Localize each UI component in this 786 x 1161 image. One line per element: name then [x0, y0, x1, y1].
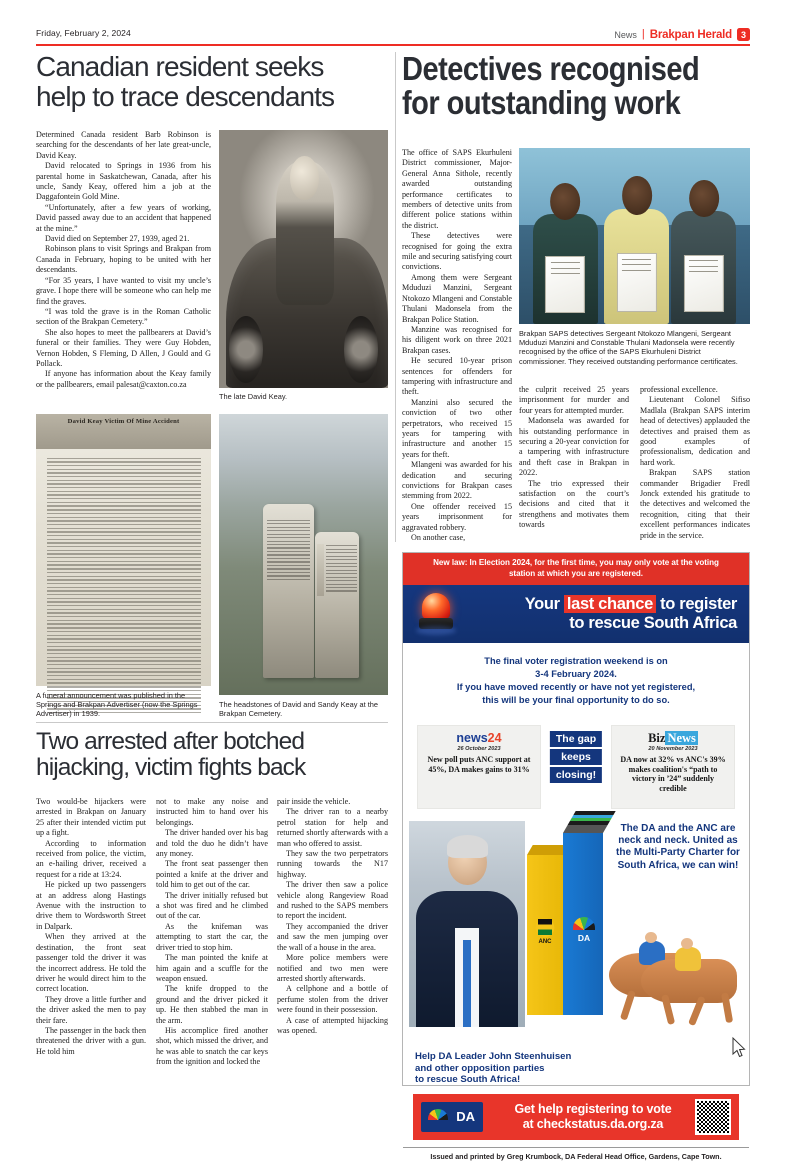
biznews-quote: DA now at 32% vs ANC's 39% makes coalition's “path to victory in ’24” suddenly credible — [620, 755, 726, 793]
certificate-1 — [545, 256, 585, 312]
photo-david-keay — [219, 130, 388, 388]
da-logo-icon — [571, 917, 597, 943]
column-divider-main — [395, 52, 396, 542]
page-number-badge: 3 — [737, 28, 750, 41]
article-canadian-resident — [36, 52, 388, 112]
ad-headline-line2: to rescue South Africa — [569, 614, 737, 632]
masthead-publication: Brakpan Herald — [649, 28, 732, 41]
mouse-cursor — [733, 1038, 747, 1058]
party-bar-graphic — [527, 825, 605, 1015]
caption-detectives: Brakpan SAPS detectives Sergeant Ntokozo Mlangeni, Sergeant Mduduzi Manzini and Constable Thulani Madonsela were recently recognised by the office of the SAPS Ekurhuleni District commissioner. They received outstanding performance certificates. — [519, 329, 738, 366]
racing-horses-illustration — [603, 927, 751, 1015]
ad-headline-block — [403, 585, 749, 643]
qr-code-icon[interactable] — [695, 1099, 731, 1135]
ad-headline-highlight: last chance — [564, 595, 656, 613]
news24-quote: New poll puts ANC support at 45%, DA makes gains to 31% — [427, 755, 531, 774]
headline-detectives: Detectives recognised for outstanding work — [402, 50, 700, 121]
photo-john-steenhuisen — [409, 821, 525, 1027]
headstones-content — [219, 414, 388, 695]
anc-flag-icon — [538, 919, 552, 935]
headline-canadian-resident: Canadian resident seeks help to trace descendants — [36, 51, 335, 112]
ad-sub-line4-pre: this will be your — [482, 695, 556, 705]
da-logo-cta-icon — [421, 1102, 483, 1132]
ad-help-line3: to rescue South Africa! — [415, 1074, 521, 1086]
jockey-gold-head — [681, 938, 693, 949]
jockey-gold — [675, 947, 701, 971]
ad-sub-line4 — [421, 694, 731, 707]
jockey-blue-head — [645, 932, 657, 943]
ad-sub-line4-post: opportunity to do so. — [574, 695, 670, 705]
ad-headline-line1 — [461, 595, 737, 614]
notice-body-lines — [47, 458, 201, 681]
ad-subtext — [403, 643, 749, 717]
headstone-david — [263, 504, 314, 678]
ad-call-to-action[interactable] — [413, 1094, 739, 1140]
detective-2-head — [622, 176, 652, 214]
ad-sub-line3: If you have moved recently or have not yet registered, — [456, 682, 696, 692]
article-detectives-col2: the culprit received 25 years imprisonment for murder and four years for attempted murder. Madonsela was awarded for his outstanding performance in securing a 20-year conviction for a tampering with infrastructure and theft case in Brakpan in 2022. The trio expressed their satisfaction on the court’s decisions and cited that it strengthens and motivates them towards — [519, 385, 629, 530]
ad-sub-line1: The final voter registration weekend is on — [484, 656, 668, 666]
ad-sub-line4-bold: final — [555, 695, 575, 705]
siren-light-icon — [419, 593, 453, 635]
gap-badge-line2: keeps — [550, 749, 602, 765]
ad-help-line1: Help DA Leader John Steenhuisen — [415, 1051, 572, 1062]
anc-logo-label: ANC — [538, 939, 552, 945]
masthead-date: Friday, February 2, 2024 — [36, 28, 131, 38]
news24-logo — [417, 732, 541, 745]
anc-logo-icon — [530, 917, 560, 945]
da-logo-cta-label: DA — [456, 1108, 475, 1124]
ad-middle-block — [403, 815, 749, 1047]
masthead-divider: | — [641, 28, 645, 40]
da-bar-top — [563, 811, 616, 833]
article-hijacking — [36, 729, 392, 781]
gap-closing-badge — [550, 731, 602, 785]
ad-headline-pre: Your — [524, 595, 564, 613]
siren-glow — [416, 626, 456, 635]
certificate-3 — [684, 255, 724, 313]
ad-help-text — [403, 1047, 749, 1086]
ad-neck-and-neck-text: The DA and the ANC are neck and neck. United as the Multi-Party Charter for South Africa, we can win! — [616, 823, 740, 871]
detective-1-head — [550, 183, 580, 220]
steenhuisen-tie — [463, 940, 471, 1027]
notice-title: David Keay Victim Of Mine Accident — [67, 418, 180, 426]
ad-headline — [461, 595, 749, 633]
headstone-inscription-a — [267, 520, 310, 659]
photo-david-keay-content — [219, 130, 388, 388]
headstone-cross-icon — [317, 544, 324, 597]
qr-code-pattern — [697, 1101, 729, 1133]
ad-new-law-banner: New law: In Election 2024, for the first time, you may only vote at the voting station at which you are registered. — [403, 553, 749, 585]
da-advertisement[interactable] — [402, 552, 750, 1161]
article-detectives-col3: professional excellence. Lieutenant Colonel Sifiso Madlala (Brakpan SAPS interim head of detectives) applauded the detectives and praised them as good examples of professionalism, dedication and hard work. Brakpan SAPS station commander Brigadier Fredl Jonck extended his gratitude to the detectives and welcomed the recognition, citing that their excellent performances indicates pride in the service. — [640, 385, 750, 540]
headstone-inscription-b — [326, 545, 357, 662]
ad-cta-line2: at checkstatus.da.org.za — [522, 1116, 664, 1131]
da-sun-cta-icon — [428, 1109, 448, 1120]
poll-card-news24 — [417, 725, 541, 809]
photo-detectives — [519, 148, 750, 324]
siren-dome — [422, 593, 450, 619]
news24-date: 26 October 2023 — [457, 746, 501, 752]
da-sun-icon — [573, 917, 595, 930]
detectives-photo-content — [519, 148, 750, 324]
car-wheel-right — [344, 316, 378, 383]
detective-3-head — [689, 180, 719, 218]
article-hijacking-col1: Two would-be hijackers were arrested in Brakpan on January 25 after their intended victim put up a fight. According to information received from police, the victim, an e-hailing driver, received a request for a ride at 13:24. He picked up two passengers at an address along Hastings Avenue with the instruction to drive them to Wordsworth Street in Dalpark. When they arrived at the destination, the front seat passenger told the driver it was the incorrect address. He told the driver he would direct him to the correct location. They drove a little further and the driver asked the men to pay their fare. The passenger in the back then threatened the driver with a gun. He told him — [36, 797, 146, 1056]
poll-card-biznews — [611, 725, 735, 809]
car-wheel-left — [229, 316, 263, 383]
caption-david-keay: The late David Keay. — [219, 392, 288, 401]
ad-headline-post: to register — [655, 595, 737, 613]
gap-badge-line3: closing! — [550, 767, 602, 783]
article-separator — [36, 722, 388, 723]
masthead — [36, 28, 750, 50]
steenhuisen-hair — [447, 835, 488, 858]
gap-badge-line1: The gap — [550, 731, 602, 747]
article-detectives — [402, 52, 758, 119]
ad-help-line2: and other opposition parties — [415, 1062, 545, 1074]
masthead-rule — [36, 44, 750, 46]
article-hijacking-col2: not to make any noise and instructed him to hand over his belongings. The driver handed over his bag and told the duo he didn’t have any money. The front seat passenger then pointed a knife at the driver and told him to get out of the car. The driver initially refused but a shot was fired and he climbed out of the car. As the knifeman was attempting to start the car, the driver tried to stop him. The man pointed the knife at him again and a scuffle for the weapon ensued. The knife dropped to the ground and the driver picked it up. He then stabbed the man in the arm. His accomplice fired another shot, which missed the driver, and he was able to snatch the car keys from the ignition and locked the — [156, 797, 268, 1067]
biznews-logo-biz: Biz — [648, 731, 666, 745]
photo-headstones — [219, 414, 388, 695]
biznews-logo-news: News — [667, 731, 696, 745]
headline-hijacking: Two arrested after botched hijacking, victim fights back — [36, 728, 306, 782]
ad-footer-imprint: Issued and printed by Greg Krumbock, DA Federal Head Office, Gardens, Cape Town. — [403, 1147, 749, 1161]
caption-funeral-notice: A funeral announcement was published in the Springs and Brakpan Advertiser (now the Springs Advertiser) in 1939. — [36, 691, 198, 719]
man-head — [290, 156, 319, 200]
masthead-section: News — [614, 29, 637, 40]
horse-leg-1 — [620, 990, 636, 1021]
news24-logo-news: news — [456, 731, 488, 745]
news24-logo-24: 24 — [487, 731, 502, 745]
biznews-logo — [611, 732, 735, 745]
detective-figure-3 — [671, 180, 736, 324]
detective-figure-2 — [604, 176, 669, 324]
ad-poll-clippings — [403, 719, 749, 815]
caption-headstones: The headstones of David and Sandy Keay at the Brakpan Cemetery. — [219, 700, 379, 719]
certificate-2 — [617, 253, 657, 312]
ad-cta-text — [491, 1102, 695, 1132]
da-logo-label: DA — [577, 933, 591, 943]
ad-cta-line1: Get help registering to vote — [514, 1101, 672, 1116]
headstone-sandy — [315, 532, 359, 678]
article-canadian-body-col1: Determined Canada resident Barb Robinson is searching for the descendants of her late great-uncle, David Keay. David relocated to Springs in 1936 from his parental home in Saskatchewan, Canada, after his uncle, Sandy Keay, offered him a job at the Daggafontein Gold Mine. “Unfortunately, after a few years of working, David passed away due to an accident that happened at the mine.” David died on September 27, 1939, aged 21. Robinson plans to visit Springs and Brakpan from Canada in February, hoping to be united with her descendants. “For 35 years, I have wanted to visit my uncle’s grave. I hope there will be someone who can help me find the graves. “I was told the grave is in the Roman Catholic section of the Brakpan Cemetery.” She also hopes to meet the pallbearers at David’s funeral or their families. They were Guy Hobden, Vernon Hobden, S Fleming, D Allen, J Gould and G Pollack. If anyone has information about the Keay family or the pallbearers, email palesat@caxton.co.za — [36, 130, 211, 389]
detective-figure-1 — [533, 183, 598, 324]
ad-sub-line2: 3-4 February 2024. — [535, 669, 617, 679]
article-detectives-col1: The office of SAPS Ekurhuleni District commissioner, Major-General Anna Sithole, recently awarded outstanding performance certificates to members of detective units from different police stations within the district. These detectives were recognised for going the extra mile and securing satisfying court convictions. Among them were Sergeant Mduduzi Manzini, Sergeant Ntokozo Mlangeni and Constable Thulani Madonsela from the Brakpan Police Station. Manzine was recognised for his diligent work on three 2021 Brakpan cases. He secured 10-year prison sentences for offenders for tampering with infrastructure and theft. Manzini also secured the conviction of two other perpetrators, who received 15 years for tampering with infrastructure and another 15 years for theft. Mlangeni was awarded for his dedication and securing convictions for Brakpan cases stemming from 2022. One offender received 15 years imprisonment for aggravated robbery. On another case, — [402, 148, 512, 543]
masthead-branding — [614, 28, 750, 41]
biznews-date: 20 November 2023 — [648, 746, 698, 752]
funeral-notice-content — [36, 414, 211, 686]
photo-funeral-notice — [36, 414, 211, 686]
article-hijacking-col3: pair inside the vehicle. The driver ran to a nearby petrol station for help and returned shortly afterwards with a man who offered to assist. They saw the two perpetrators running towards the N17 highway. The driver then saw a police vehicle along Rangeview Road and rushed to the SAPS members to report the incident. They accompanied the driver and saw the men jumping over the wall of a house in the area. More police members were notified and two men were arrested shortly afterwards. A cellphone and a bottle of perfume stolen from the driver were found in their possession. A case of attempted hijacking was opened. — [277, 797, 388, 1035]
